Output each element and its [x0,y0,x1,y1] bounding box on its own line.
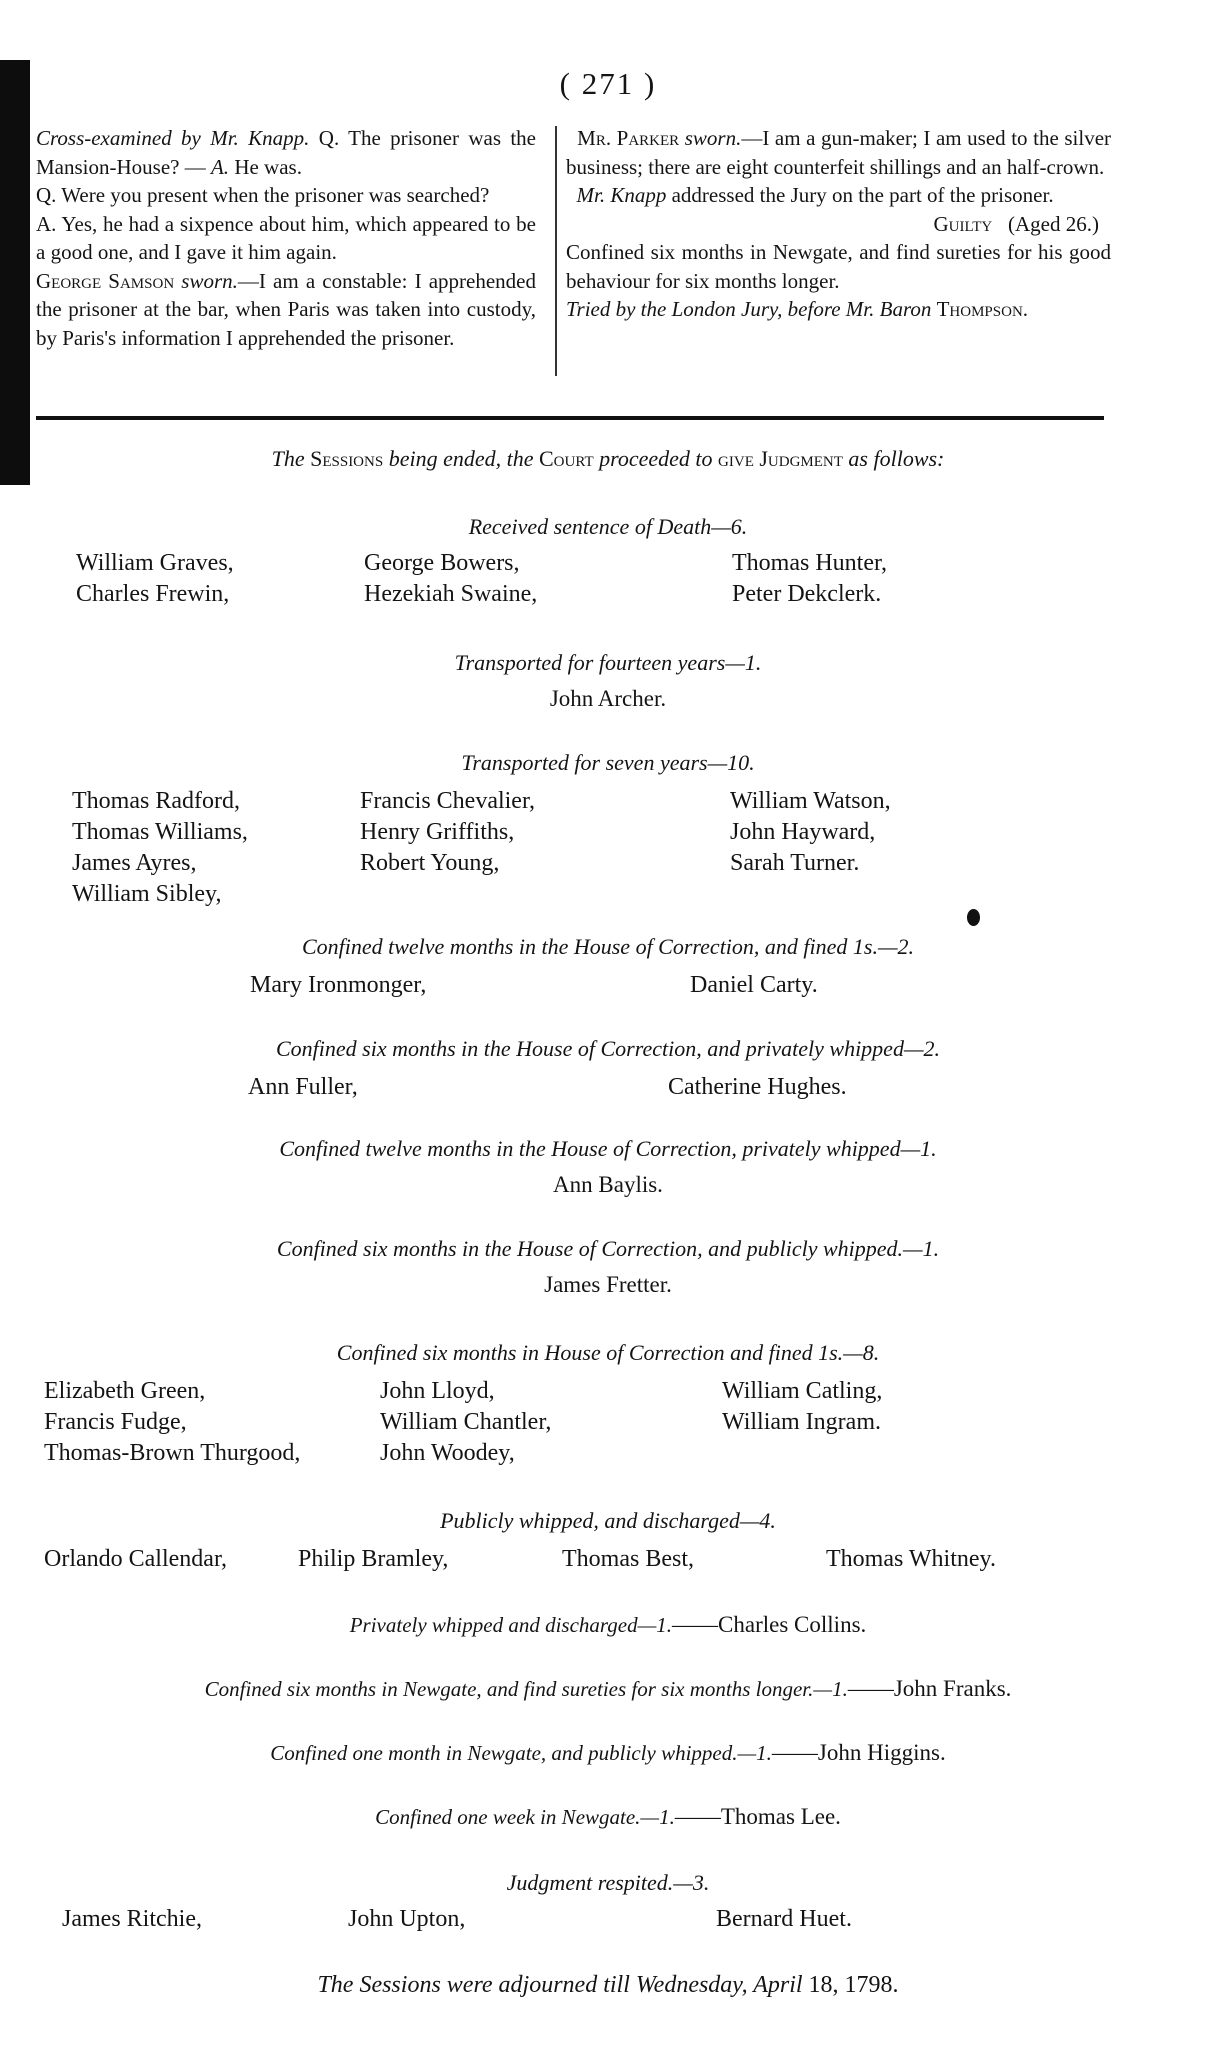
name-column: Catherine Hughes. [668,1074,847,1100]
scan-edge-bar [0,60,30,485]
name-column: William Graves, Charles Frewin, [76,550,234,607]
section-title-confined: Confined twelve months in the House of Correction, and fined 1s.—2. [301,934,915,959]
convict-name: James Fretter. [544,1272,672,1297]
name-column: Ann Fuller, [248,1074,358,1100]
convict-name: Ann Baylis. [553,1172,663,1197]
section-title-confined: Confined six months in the House of Correction, and privately whipped—2. [275,1036,941,1061]
section-title-death: Received sentence of Death—6. [468,514,748,539]
name-column: Elizabeth Green, Francis Fudge, Thomas-Brown Thurgood, [44,1378,301,1466]
verdict-line: Guilty (Aged 26.) [933,211,1099,236]
section-title-confined: Confined twelve months in the House of Correction, privately whipped—1. [279,1136,937,1161]
convict-name: John Upton, [348,1906,466,1932]
sentence-line: Privately whipped and discharged—1.——Charles Collins. [349,1612,867,1637]
testimony-paragraph: Mr. Knapp addressed the Jury on the part of the prisoner. [576,183,1054,207]
convict-name: Bernard Huet. [716,1906,852,1932]
name-column: Daniel Carty. [690,972,818,998]
name-column: George Bowers, Hezekiah Swaine, [364,550,538,607]
convict-name: Thomas Whitney. [826,1546,996,1572]
convict-name: Thomas Best, [562,1546,694,1572]
name-column: Francis Chevalier, Henry Griffiths, Robert Young, [360,788,535,876]
testimony-paragraph: Q. Were you present when the prisoner was searched? [36,183,490,207]
right-testimony-column [566,124,1111,324]
sentence-line: Confined six months in Newgate, and find sureties for his good behaviour for six months longer. [566,240,1111,293]
name-column: Thomas Radford, Thomas Williams, James Ayres, William Sibley, [72,788,248,907]
page-number: ( 271 ) [559,66,657,101]
testimony-paragraph: Cross-examined by Mr. Knapp. Q. The prisoner was the Mansion-House? — A. He was. [36,126,536,179]
name-column: William Watson, John Hayward, Sarah Turner. [730,788,891,876]
column-divider [555,126,557,376]
sentence-line: Confined one month in Newgate, and publicly whipped.—1.——John Higgins. [270,1740,946,1765]
section-title-respited: Judgment respited.—3. [506,1870,710,1895]
name-column: Mary Ironmonger, [250,972,427,998]
section-title-whipped: Publicly whipped, and discharged—4. [440,1508,776,1533]
convict-name: James Ritchie, [62,1906,202,1932]
section-rule [36,416,1104,420]
convict-name: Orlando Callendar, [44,1546,227,1572]
adjournment-line: The Sessions were adjourned till Wednesday, April 18, 1798. [317,1972,899,1998]
judgment-heading: The Sessions being ended, the Court proceeded to give Judgment as follows: [271,446,945,471]
ink-spot [967,909,980,926]
sentence-line: Confined one week in Newgate.—1.——Thomas Lee. [375,1804,841,1829]
convict-name: John Archer. [549,686,667,711]
testimony-paragraph: George Samson sworn.—I am a constable: I apprehended the prisoner at the bar, when Paris was taken into custody, by Paris's information I apprehended the prisoner. [36,268,536,350]
sentence-line: Confined six months in Newgate, and find sureties for six months longer.—1.——John Franks. [204,1676,1012,1701]
section-title-transported-14: Transported for fourteen years—1. [454,650,762,675]
name-column: Thomas Hunter, Peter Dekclerk. [732,550,888,607]
convict-name: Philip Bramley, [298,1546,449,1572]
name-column: John Lloyd, William Chantler, John Woodey, [380,1378,552,1466]
name-column: William Catling, William Ingram. [722,1378,883,1435]
section-title-confined: Confined six months in the House of Correction, and publicly whipped.—1. [276,1236,940,1261]
left-testimony-column [36,124,536,352]
section-title-confined: Confined six months in House of Correction and fined 1s.—8. [336,1340,880,1365]
section-title-transported-7: Transported for seven years—10. [461,750,755,775]
tried-line: Tried by the London Jury, before Mr. Baron Thompson. [566,297,1029,321]
testimony-paragraph: Mr. Parker sworn.—I am a gun-maker; I am used to the silver business; there are eight counterfeit shillings and an half-crown. [566,126,1112,179]
testimony-paragraph: A. Yes, he had a sixpence about him, which appeared to be a good one, and I gave it him again. [36,211,536,264]
